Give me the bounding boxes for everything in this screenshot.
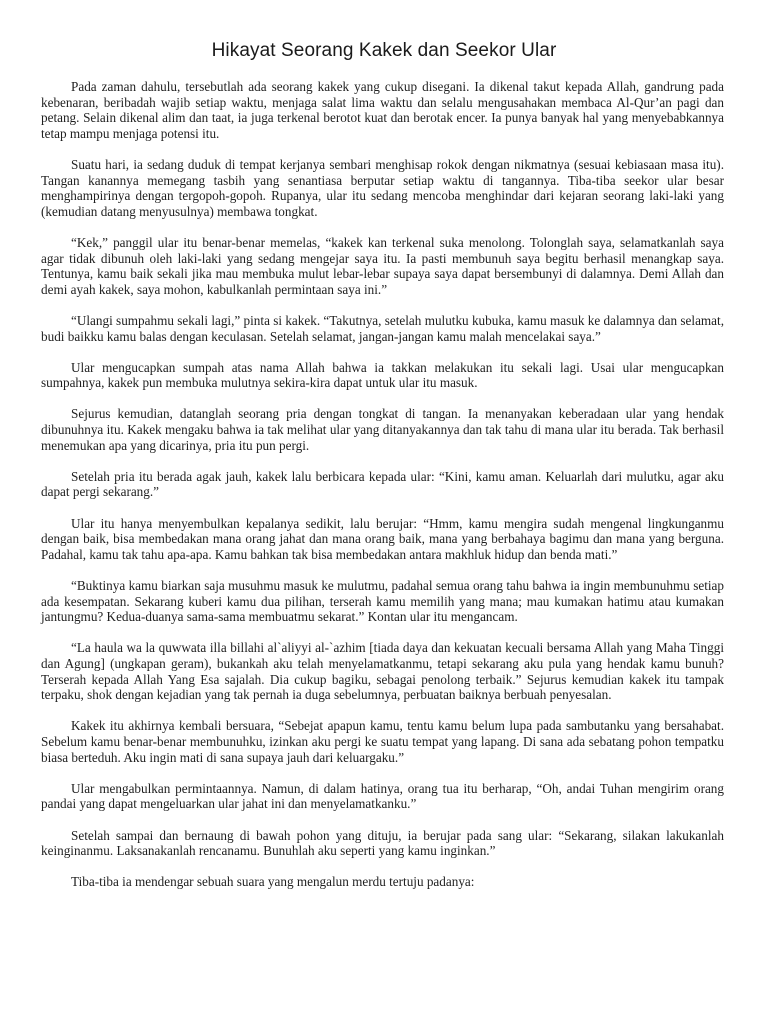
paragraph: Sejurus kemudian, datanglah seorang pria dengan tongkat di tangan. Ia menanyakan keberadaan ular yang hendak dibunuhnya itu. Kakek mengaku bahwa ia tak melihat ular yang ditanyakannya dan tak tahu di mana ular itu berada. Tak berhasil menemukan apa yang dicarinya, pria itu pun pergi. [41, 406, 724, 453]
paragraph: Ular mengabulkan permintaannya. Namun, di dalam hatinya, orang tua itu berharap, “Oh, andai Tuhan mengirim orang pandai yang dapat mengeluarkan ular jahat ini dan menyelamatkanku.” [41, 780, 724, 812]
paragraph: “La haula wa la quwwata illa billahi al`aliyyi al-`azhim [tiada daya dan kekuatan kecuali bersama Allah yang Maha Tinggi dan Agung] (ungkapan geram), bukankah aku telah menyelamatkanmu, tetapi sekarang aku pula yang hendak kamu bunuh? Terserah kepada Allah Yang Esa sajalah. Dia cukup bagiku, sebagai penolong terbaik.” Sejurus kemudian kakek itu tampak terpaku, shok dengan kejadian yang tak pernah ia duga sebelumnya, perbuatan baiknya berbuah penyesalan. [41, 640, 724, 703]
document-body [41, 79, 724, 905]
paragraph: Suatu hari, ia sedang duduk di tempat kerjanya sembari menghisap rokok dengan nikmatnya (sesuai kebiasaan masa itu). Tangan kanannya memegang tasbih yang senantiasa berputar setiap waktu di tangannya. Tiba-tiba seekor ular besar menghampirinya dengan tergopoh-gopoh. Rupanya, ular itu sedang mencoba menghindar dari kejaran seorang laki-laki yang (kemudian datang menyusulnya) membawa tongkat. [41, 156, 724, 219]
paragraph: Tiba-tiba ia mendengar sebuah suara yang mengalun merdu tertuju padanya: [71, 874, 475, 890]
document-title: Hikayat Seorang Kakek dan Seekor Ular [211, 40, 557, 61]
paragraph: “Ulangi sumpahmu sekali lagi,” pinta si kakek. “Takutnya, setelah mulutku kubuka, kamu masuk ke dalamnya dan selamat, budi baikku kamu balas dengan keculasan. Setelah selamat, jangan-jangan kamu malah mencelakai saya.” [41, 312, 724, 344]
paragraph: “Buktinya kamu biarkan saja musuhmu masuk ke mulutmu, padahal semua orang tahu bahwa ia ingin membunuhmu setiap ada kesempatan. Sekarang kuberi kamu dua pilihan, terserah kamu memilih yang mana; mau kumakan hatimu atau kumakan jantungmu? Kedua-duanya sama-sama membuatmu sekarat.” Kontan ular itu mengancam. [41, 578, 724, 625]
paragraph: Ular mengucapkan sumpah atas nama Allah bahwa ia takkan melakukan itu sekali lagi. Usai ular mengucapkan sumpahnya, kakek pun membuka mulutnya sekira-kira dapat untuk ular itu masuk. [41, 359, 724, 391]
paragraph: Setelah sampai dan bernaung di bawah pohon yang dituju, ia berujar pada sang ular: “Sekarang, silakan lakukanlah keinginanmu. Laksanakanlah rencanamu. Bunuhlah aku seperti yang kamu inginkan.” [41, 827, 724, 859]
paragraph: Kakek itu akhirnya kembali bersuara, “Sebejat apapun kamu, tentu kamu belum lupa pada sambutanku yang bersahabat. Sebelum kamu benar-benar membunuhku, izinkan aku pergi ke suatu tempat yang lapang. Di sana ada sebatang pohon tempatku biasa berteduh. Aku ingin mati di sana supaya jauh dari keluargaku.” [41, 718, 724, 765]
paragraph: Ular itu hanya menyembulkan kepalanya sedikit, lalu berujar: “Hmm, kamu mengira sudah mengenal lingkunganmu dengan baik, bisa membedakan mana orang jahat dan mana orang baik, mana yang berbahaya bagimu dan mana yang berguna. Padahal, kamu tak tahu apa-apa. Kamu bahkan tak bisa membedakan antara makhluk hidup dan benda mati.” [41, 515, 724, 562]
paragraph: “Kek,” panggil ular itu benar-benar memelas, “kakek kan terkenal suka menolong. Tolonglah saya, selamatkanlah saya agar tidak dibunuh oleh laki-laki yang sedang mengejar saya itu. Ia pasti membunuh saya begitu berhasil menangkap saya. Tentunya, kamu baik sekali jika mau membuka mulut lebar-lebar supaya saya dapat bersembunyi di dalamnya. Demi Allah dan demi ayah kakek, saya mohon, kabulkanlah permintaan saya ini.” [41, 234, 724, 297]
paragraph: Pada zaman dahulu, tersebutlah ada seorang kakek yang cukup disegani. Ia dikenal takut kepada Allah, gandrung pada kebenaran, beribadah wajib setiap waktu, menjaga salat lima waktu dan selalu mengusahakan membaca Al-Qur’an pagi dan petang. Selain dikenal alim dan taat, ia juga terkenal berotot kuat dan berotak encer. Ia punya banyak hal yang menyebabkannya tetap mampu menjaga potensi itu. [41, 79, 724, 141]
paragraph: Setelah pria itu berada agak jauh, kakek lalu berbicara kepada ular: “Kini, kamu aman. Keluarlah dari mulutku, agar aku dapat pergi sekarang.” [41, 468, 724, 500]
